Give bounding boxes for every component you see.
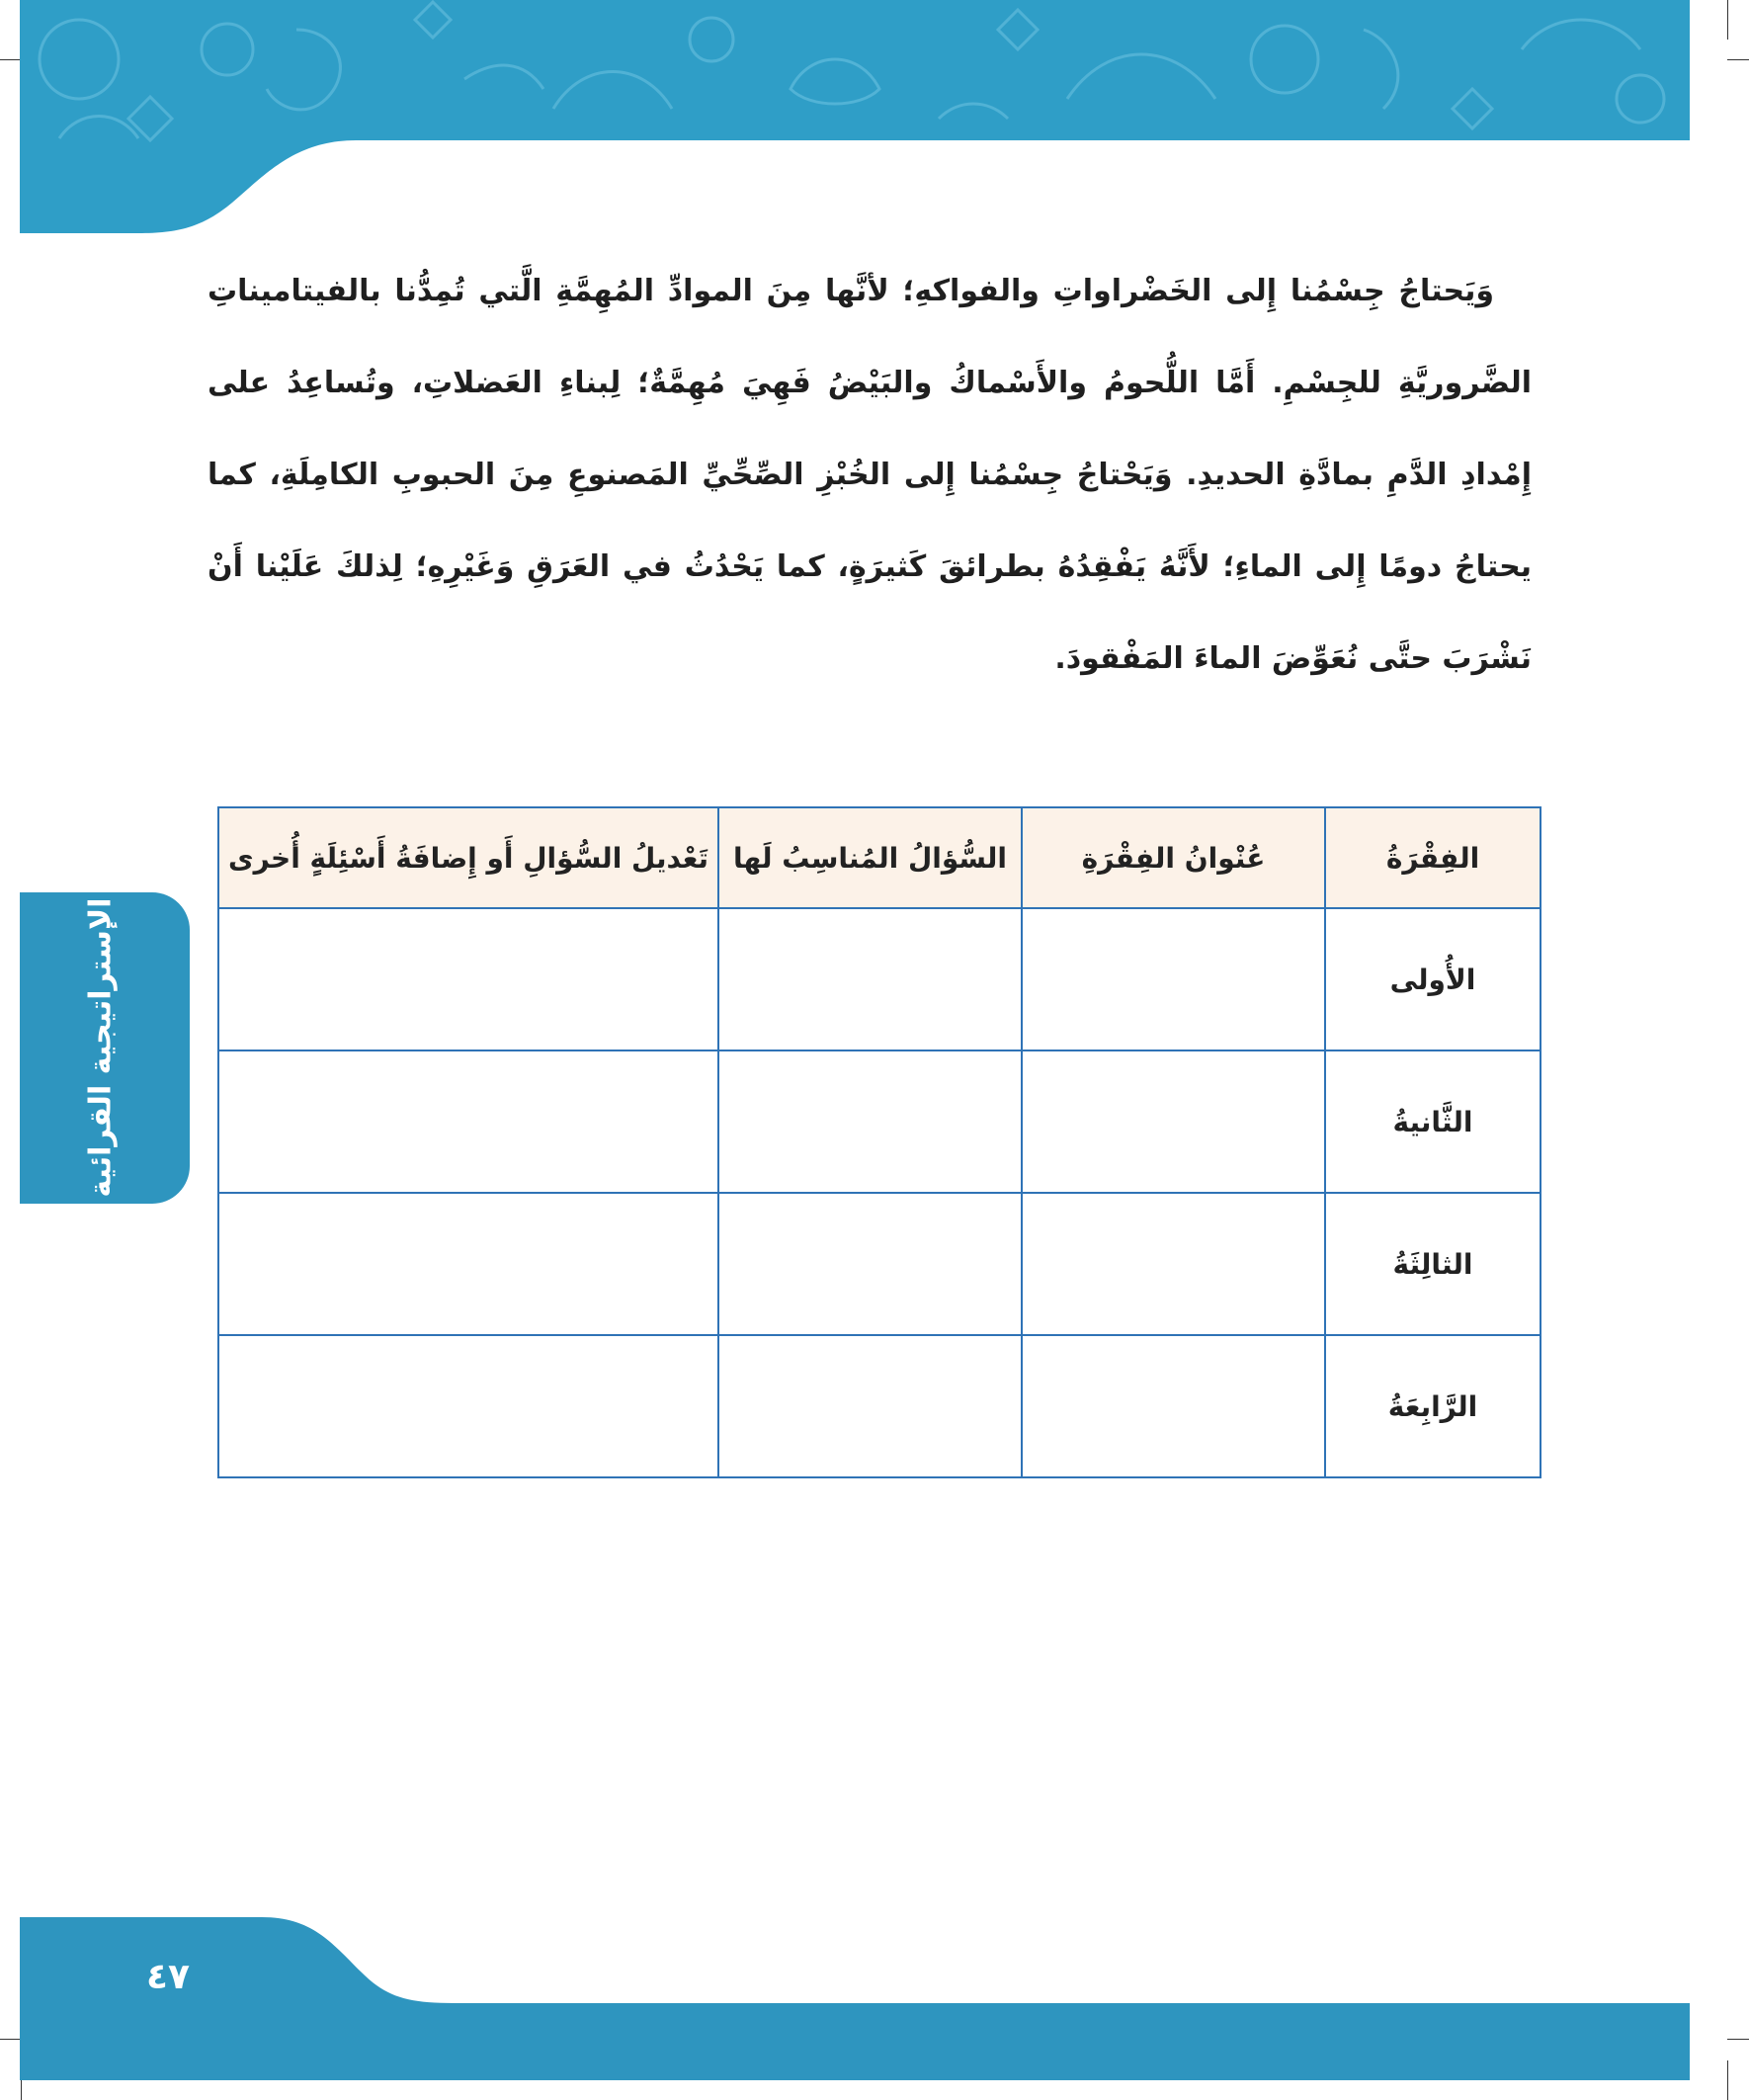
- table-row: [218, 1193, 1541, 1335]
- side-tab-label: الإستراتيجية القرائية: [83, 897, 119, 1198]
- footer-band: [0, 1912, 1749, 2080]
- body-paragraph: [208, 245, 1532, 705]
- row-paragraph-label: الأُولى: [1325, 908, 1541, 1050]
- modify-cell[interactable]: [218, 1050, 718, 1193]
- row-paragraph-label: الثَّانيةُ: [1325, 1050, 1541, 1193]
- table-row: [218, 1050, 1541, 1193]
- header-question: السُّؤالُ المُناسِبُ لَها: [718, 807, 1022, 908]
- header-modify: تَعْديلُ السُّؤالِ أَو إِضافَةُ أَسْئِلَةٍ أُخرى: [218, 807, 718, 908]
- page-number: ٤٧: [146, 1957, 190, 1997]
- row-paragraph-label: الثالِثَةُ: [1325, 1193, 1541, 1335]
- table-row: [218, 1335, 1541, 1477]
- modify-cell[interactable]: [218, 1335, 718, 1477]
- header-paragraph: الفِقْرَةُ: [1325, 807, 1541, 908]
- title-cell[interactable]: [1022, 1335, 1325, 1477]
- question-cell[interactable]: [718, 1335, 1022, 1477]
- table-header-row: [218, 807, 1541, 908]
- footer-shape: [20, 1917, 1690, 2080]
- question-cell[interactable]: [718, 1193, 1022, 1335]
- title-cell[interactable]: [1022, 1193, 1325, 1335]
- table-row: [218, 908, 1541, 1050]
- row-paragraph-label: الرَّابِعَةُ: [1325, 1335, 1541, 1477]
- paragraph-table: [217, 806, 1540, 1478]
- modify-cell[interactable]: [218, 1193, 718, 1335]
- header-shape: [20, 0, 1690, 233]
- paragraph-text: وَيَحتاجُ جِسْمُنا إِلى الخَضْراواتِ والفواكهِ؛ لأنَّها مِنَ الموادِّ المُهِمَّةِ الَّتي تُمِدُّنا بالفيتاميناتِ الضَّروريَّةِ للجِسْمِ. أَمَّا اللُّحومُ والأَسْماكُ والبَيْضُ فَهِيَ مُهِمَّةٌ؛ لِبناءِ العَضلاتِ، وتُساعِدُ على إِمْدادِ الدَّمِ بمادَّةِ الحديدِ. وَيَحْتاجُ جِسْمُنا إِلى الخُبْزِ الصِّحِّيِّ المَصنوعِ مِنَ الحبوبِ الكامِلَةِ، كما يحتاجُ دومًا إِلى الماءِ؛ لأَنَّهُ يَفْقِدُهُ بطرائقَ كَثيرَةٍ، كما يَحْدُثُ في العَرَقِ وَغَيْرِهِ؛ لِذلكَ عَلَيْنا أَنْ نَشْرَبَ حتَّى نُعَوِّضَ الماءَ المَفْقودَ.: [208, 274, 1532, 676]
- modify-cell[interactable]: [218, 908, 718, 1050]
- header-title: عُنْوانُ الفِقْرَةِ: [1022, 807, 1325, 908]
- title-cell[interactable]: [1022, 1050, 1325, 1193]
- strategy-table: [217, 806, 1541, 1478]
- header-band: [0, 0, 1749, 237]
- title-cell[interactable]: [1022, 908, 1325, 1050]
- question-cell[interactable]: [718, 908, 1022, 1050]
- question-cell[interactable]: [718, 1050, 1022, 1193]
